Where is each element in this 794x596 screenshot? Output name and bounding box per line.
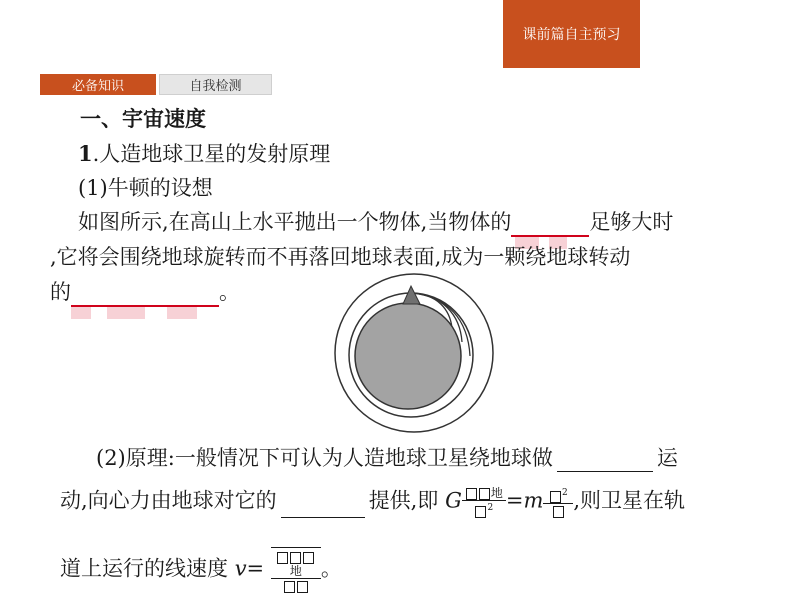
fraction-exponent: 2 bbox=[487, 503, 494, 513]
subheading-text: .人造地球卫星的发射原理 bbox=[92, 142, 331, 166]
formula-symbol-g: G bbox=[445, 488, 462, 513]
fraction-exponent: 2 bbox=[562, 488, 568, 498]
paragraph-text: 道上运行的线速度 bbox=[60, 556, 228, 581]
formula-equals: = bbox=[505, 488, 524, 513]
formula-velocity: v= bbox=[234, 556, 265, 581]
answer-blank[interactable] bbox=[557, 449, 653, 472]
filled-answer-blank bbox=[71, 297, 219, 301]
tab-self-check[interactable]: 自我检测 bbox=[159, 74, 272, 95]
fraction-subscript: 地 bbox=[289, 564, 302, 578]
filled-answer-blank bbox=[511, 227, 589, 231]
principle-line-2 bbox=[60, 486, 685, 518]
section-header-tab[interactable]: 课前篇自主预习 bbox=[503, 0, 640, 68]
earth-circle bbox=[355, 303, 461, 409]
fraction-subscript: 地 bbox=[490, 486, 503, 500]
paragraph-text: (2)原理:一般情况下可认为人造地球卫星绕地球做 bbox=[96, 446, 553, 470]
paragraph-line-2: ,它将会围绕地球旋转而不再落回地球表面,成为一颗绕地球转动 bbox=[50, 245, 631, 269]
answer-blank[interactable] bbox=[281, 495, 365, 518]
principle-line-1 bbox=[96, 444, 678, 472]
paragraph-line-1 bbox=[78, 208, 673, 236]
tab-essential-knowledge[interactable]: 必备知识 bbox=[40, 74, 156, 95]
subheading-number: 1 bbox=[78, 141, 93, 166]
paragraph-text: 动,向心力由地球对它的 bbox=[60, 488, 277, 513]
principle-line-3 bbox=[60, 547, 342, 593]
velocity-sqrt-fraction bbox=[271, 547, 321, 593]
gravity-fraction bbox=[462, 486, 506, 518]
paragraph-text: 如图所示,在高山上水平抛出一个物体,当物体的 bbox=[78, 210, 512, 234]
paragraph-text: 提供,即 bbox=[368, 488, 439, 513]
subheading bbox=[78, 140, 330, 168]
paragraph-text: 。 bbox=[320, 556, 342, 581]
paragraph-text: ,则卫星在轨 bbox=[573, 488, 686, 513]
paragraph-text: 的 bbox=[50, 280, 71, 304]
paragraph-text: 。 bbox=[219, 280, 240, 304]
centripetal-fraction bbox=[543, 486, 573, 518]
paragraph-text: 运 bbox=[656, 446, 678, 470]
section-heading: 一、宇宙速度 bbox=[80, 106, 206, 131]
paragraph-line-3 bbox=[50, 278, 240, 306]
newton-cannon-diagram bbox=[330, 268, 500, 438]
item-1-title: (1)牛顿的设想 bbox=[78, 176, 213, 200]
paragraph-text: 足够大时 bbox=[589, 210, 674, 234]
formula-symbol-m: m bbox=[523, 488, 544, 513]
